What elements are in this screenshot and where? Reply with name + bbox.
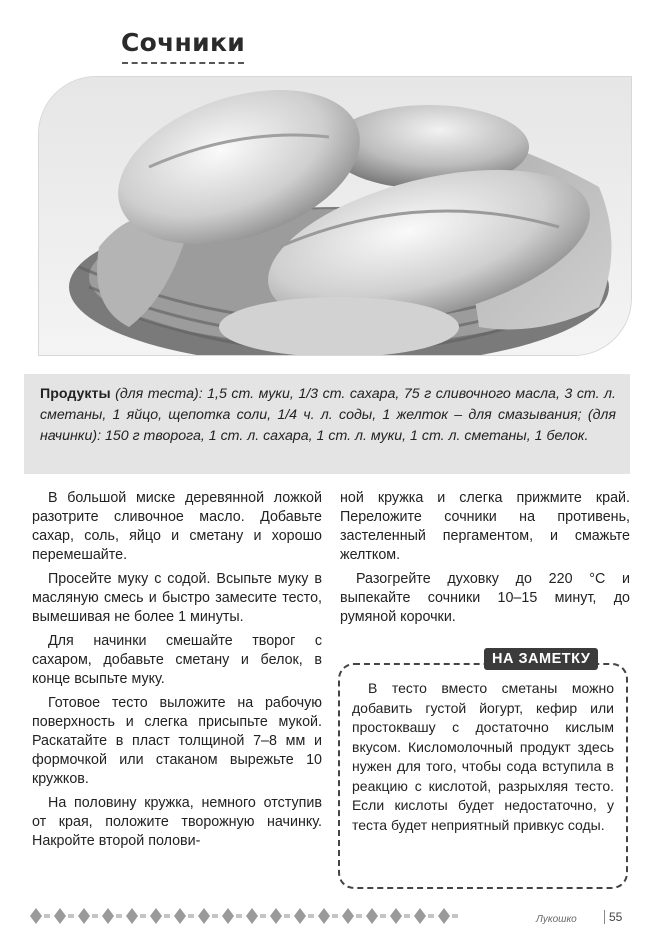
footer-ornament bbox=[24, 904, 474, 928]
ingredients-text: (для теста): 1,5 ст. муки, 1/3 ст. сахара, 75 г сливочного масла, 3 ст. л. сметаны, 1 яйцо, щепотка соли, 1/4 ч. л. соды, 1 желток – для смазывания; (для начинки): 150 г творога, 1 ст. л. сахара, 1 ст. л. муки, 1 ст. л. сметаны, 1 белок. bbox=[40, 386, 616, 444]
note-label: НА ЗАМЕТКУ bbox=[484, 648, 598, 670]
page-title: Сочники bbox=[120, 28, 246, 57]
instruction-paragraph: Для начинки смешайте творог с сахаром, добавьте сметану и белок, в конце всыпьте муку. bbox=[32, 633, 322, 687]
instructions-left-column bbox=[32, 489, 322, 856]
instruction-paragraph: На половину кружка, немного отступив от края, положите творожную начинку. Накройте второй полови- bbox=[32, 795, 322, 849]
footer-magazine-name: Лукошко bbox=[536, 914, 577, 925]
ingredients-lead: Продукты bbox=[40, 386, 111, 402]
instructions-right-column bbox=[340, 489, 630, 632]
pastry-basket-illustration bbox=[39, 77, 631, 355]
instruction-paragraph: Готовое тесто выложите на рабочую поверхность и слегка присыпьте мукой. Раскатайте в пласт толщиной 7–8 мм и формочкой или стаканом вырежьте 10 кружков. bbox=[32, 695, 322, 787]
recipe-photo bbox=[38, 76, 632, 356]
ingredients-box bbox=[24, 374, 630, 474]
note-box bbox=[338, 663, 628, 889]
instruction-continuation: ной кружка и слегка прижмите край. Переложите сочники на противень, застеленный пергаментом, и смажьте желтком. bbox=[340, 490, 630, 563]
instruction-paragraph: Просейте муку с содой. Всыпьте муку в масляную смесь и быстро замесите тесто, вымешивая не более 1 минуты. bbox=[32, 571, 322, 625]
instruction-paragraph: В большой миске деревянной ложкой разотрите сливочное масло. Добавьте сахар, соль, яйцо и сметану и хорошо перемешайте. bbox=[32, 490, 322, 563]
title-underline bbox=[122, 62, 244, 64]
page-number: 55 bbox=[604, 910, 622, 924]
note-text: В тесто вместо сметаны можно добавить густой йогурт, кефир или простоквашу с достаточно кислым вкусом. Кисломолочный продукт здесь нужен для того, чтобы сода вступила в реакцию с кислотой, разрыхляя тесто. Если кислоты будет недостаточно, у теста будет неприятный привкус соды. bbox=[352, 680, 614, 833]
instruction-paragraph: Разогрейте духовку до 220 °С и выпекайте сочники 10–15 минут, до румяной корочки. bbox=[340, 571, 630, 625]
